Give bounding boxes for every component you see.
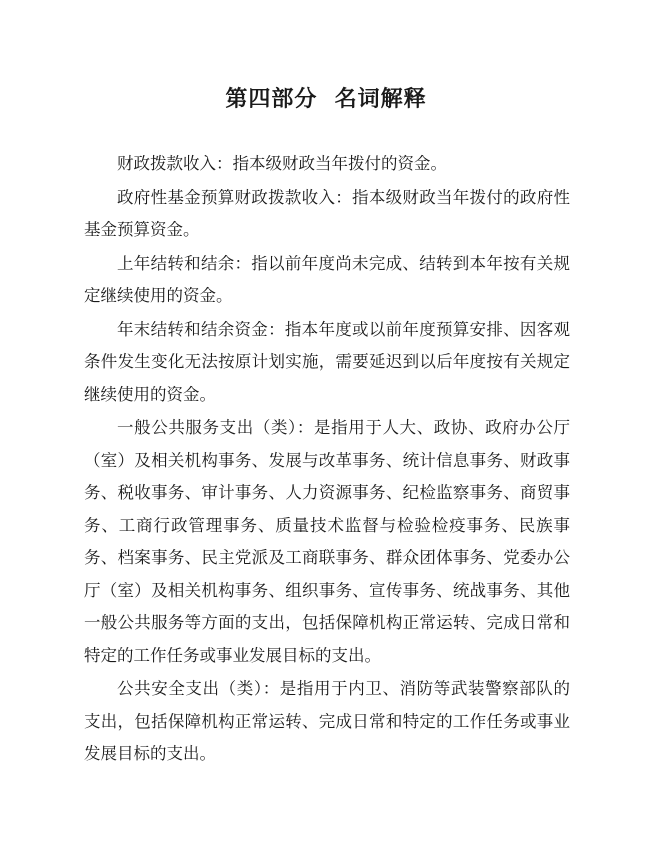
- paragraph-fiscal-appropriation-income: 财政拨款收入：指本级财政当年拨付的资金。: [117, 154, 447, 173]
- paragraph-general-public-services: 一般公共服务支出（类）：是指用于人大、政协、政府办公厅（室）及相关机构事务、发展与改革事务、统计信息事务、财政事务、税收事务、审计事务、人力资源事务、纪检监察事务、商贸事务、工商行政管理事务、质量技术监督与检验检疫事务、民族事务、档案事务、民主党派及工商联事务、群众团体事务、党委办公厅（室）及相关机构事务、组织事务、宣传事务、统战事务、其他一般公共服务等方面的支出，包括保障机构正常运转、完成日常和特定的工作任务或事业发展目标的支出。: [84, 418, 570, 665]
- page-title: 第四部分 名词解释: [225, 86, 427, 112]
- paragraph-public-security: 公共安全支出（类）：是指用于内卫、消防等武装警察部队的支出，包括保障机构正常运转、完成日常和特定的工作任务或事业发展目标的支出。: [84, 679, 570, 763]
- document-body: [84, 148, 570, 772]
- paragraph-government-fund-income: 政府性基金预算财政拨款收入：指本级财政当年拨付的政府性基金预算资金。: [84, 187, 570, 239]
- paragraph-prior-year-carryover: 上年结转和结余：指以前年度尚未完成、结转到本年按有关规定继续使用的资金。: [84, 253, 570, 305]
- paragraph-year-end-carryover: 年末结转和结余资金：指本年度或以前年度预算安排、因客观条件发生变化无法按原计划实施，需要延迟到以后年度按有关规定继续使用的资金。: [84, 319, 570, 404]
